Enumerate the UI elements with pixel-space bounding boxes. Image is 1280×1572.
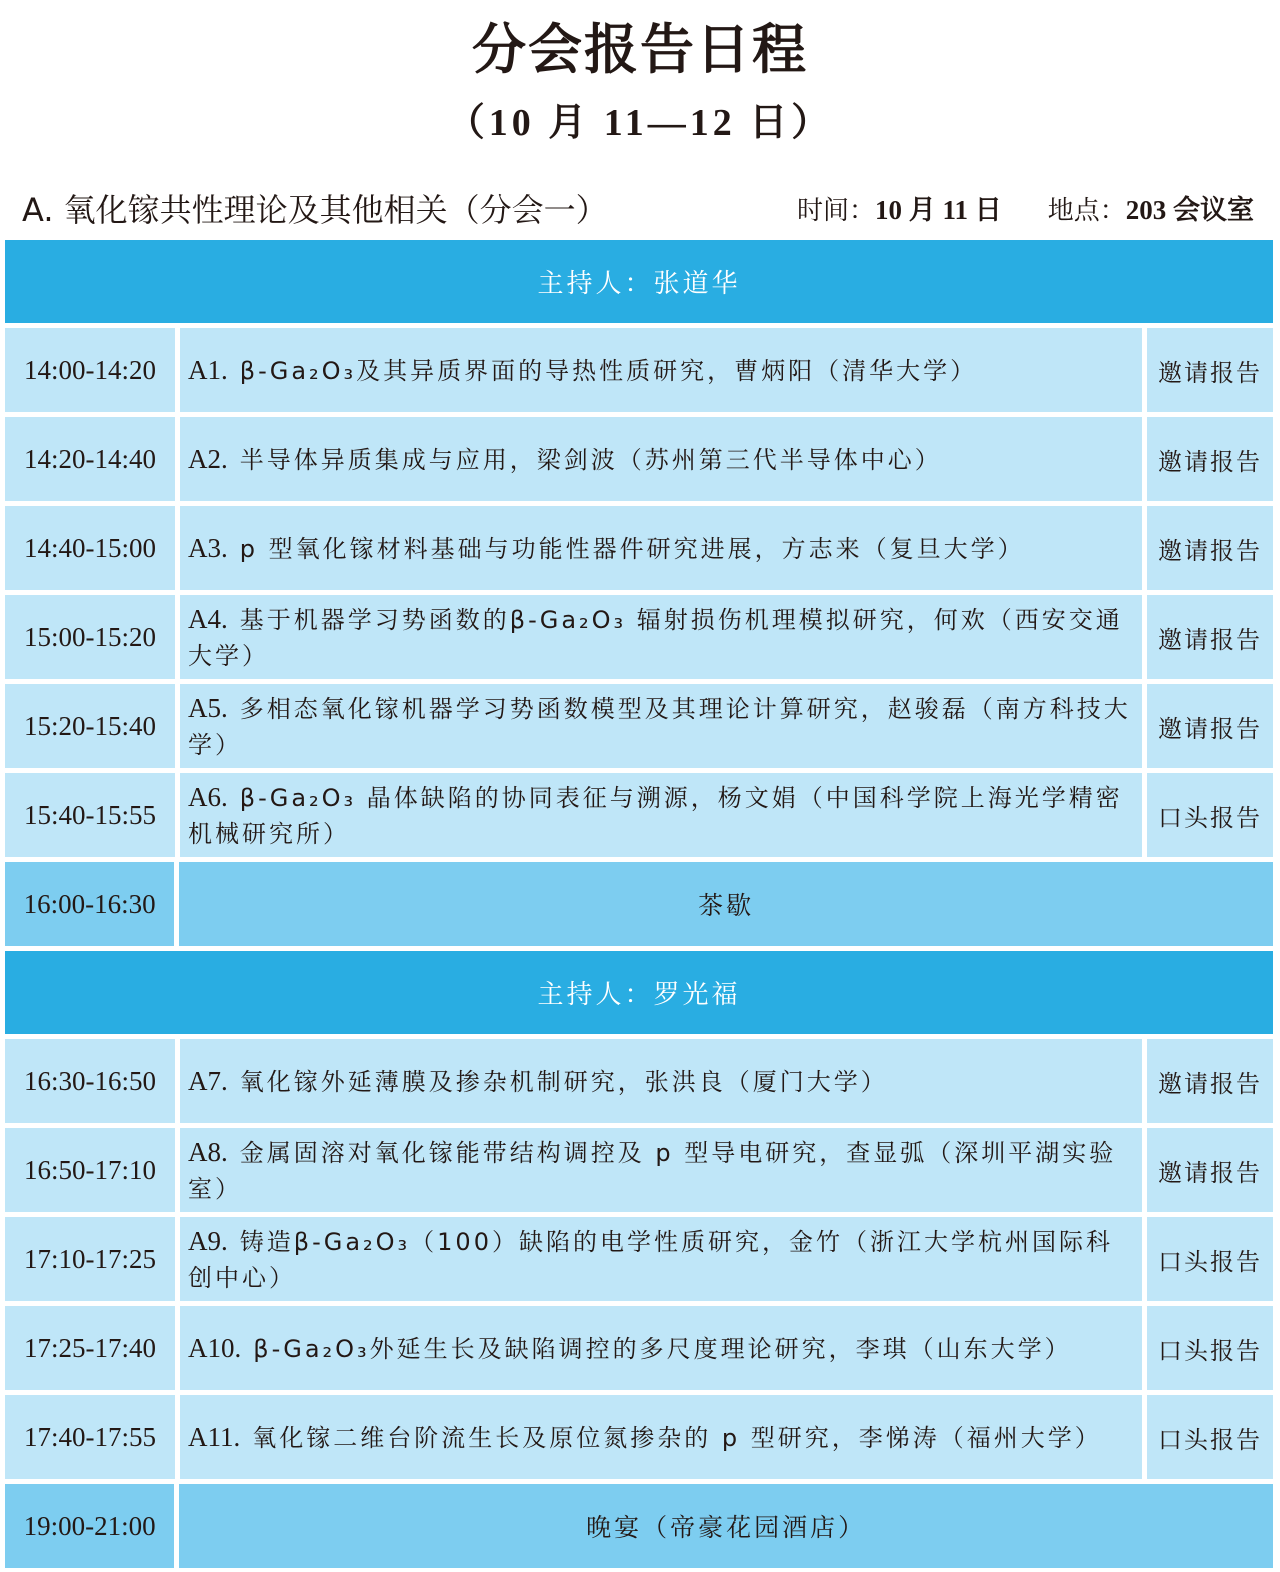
break-row <box>5 862 1273 951</box>
time-label: 时间： <box>796 196 875 226</box>
talk-code: A10. <box>188 1332 242 1363</box>
table-row <box>5 595 1273 684</box>
talk-title: β-Ga₂O₃外延生长及缺陷调控的多尺度理论研究，李琪（山东大学） <box>253 1334 1072 1363</box>
type-cell: 邀请报告 <box>1147 506 1273 590</box>
talk-title: 金属固溶对氧化镓能带结构调控及 p 型导电研究，查显弧（深圳平湖实验室） <box>188 1138 1117 1203</box>
time-cell: 14:00-14:20 <box>5 328 175 412</box>
talk-cell <box>180 773 1142 857</box>
talk-code: A8. <box>188 1136 228 1167</box>
talk-code: A6. <box>188 781 228 812</box>
break-label: 茶歇 <box>179 862 1273 946</box>
talk-code: A9. <box>188 1225 228 1256</box>
talk-cell <box>180 1306 1142 1390</box>
time-cell: 17:25-17:40 <box>5 1306 175 1390</box>
talk-cell <box>180 684 1142 768</box>
type-cell: 口头报告 <box>1147 773 1273 857</box>
talk-title: 半导体异质集成与应用，梁剑波（苏州第三代半导体中心） <box>239 445 942 474</box>
talk-code: A7. <box>188 1065 228 1096</box>
session-meta <box>797 182 1254 239</box>
table-row <box>5 506 1273 595</box>
talk-title: 氧化镓外延薄膜及掺杂机制研究，张洪良（厦门大学） <box>239 1067 888 1096</box>
place-value: 203 会议室 <box>1125 195 1254 225</box>
talk-cell <box>180 1039 1142 1123</box>
place-label: 地点： <box>1047 196 1126 226</box>
talk-title: β-Ga₂O₃及其异质界面的导热性质研究，曹炳阳（清华大学） <box>239 356 978 385</box>
time-cell: 15:00-15:20 <box>5 595 175 679</box>
talk-code: A5. <box>188 692 228 723</box>
table-row <box>5 328 1273 417</box>
session-header <box>22 182 1254 238</box>
time-cell: 16:00-16:30 <box>5 862 174 946</box>
talk-code: A3. <box>188 532 228 563</box>
talk-title: p 型氧化镓材料基础与功能性器件研究进展，方志来（复旦大学） <box>239 534 1025 563</box>
table-row <box>5 1128 1273 1217</box>
type-cell: 邀请报告 <box>1147 684 1273 768</box>
talk-cell <box>180 328 1142 412</box>
talk-cell <box>180 1217 1142 1301</box>
talk-code: A4. <box>188 603 228 634</box>
talk-code: A1. <box>188 354 228 385</box>
break-label: 晚宴（帝豪花园酒店） <box>179 1484 1273 1568</box>
time-value: 10 月 11 日 <box>874 195 1002 225</box>
talk-code: A2. <box>188 443 228 474</box>
table-row <box>5 773 1273 862</box>
schedule-table <box>5 240 1273 1568</box>
talk-title: β-Ga₂O₃ 晶体缺陷的协同表征与溯源，杨文娟（中国科学院上海光学精密机械研究所） <box>188 783 1123 848</box>
host-row: 主持人：张道华 <box>5 240 1273 328</box>
talk-cell <box>180 1128 1142 1212</box>
table-row <box>5 1395 1273 1484</box>
page-title: 分会报告日程 <box>472 18 808 81</box>
type-cell: 邀请报告 <box>1147 328 1273 412</box>
type-cell: 邀请报告 <box>1147 1039 1273 1123</box>
talk-cell <box>180 595 1142 679</box>
time-cell: 16:30-16:50 <box>5 1039 175 1123</box>
time-cell: 19:00-21:00 <box>5 1484 174 1568</box>
type-cell: 口头报告 <box>1147 1306 1273 1390</box>
table-row <box>5 417 1273 506</box>
talk-title: 铸造β-Ga₂O₃（100）缺陷的电学性质研究，金竹（浙江大学杭州国际科创中心） <box>188 1227 1113 1292</box>
table-row <box>5 684 1273 773</box>
talk-cell <box>180 506 1142 590</box>
time-cell: 14:20-14:40 <box>5 417 175 501</box>
type-cell: 邀请报告 <box>1147 1128 1273 1212</box>
talk-cell <box>180 1395 1142 1479</box>
table-row <box>5 1217 1273 1306</box>
type-cell: 口头报告 <box>1147 1217 1273 1301</box>
type-cell: 邀请报告 <box>1147 417 1273 501</box>
type-cell: 邀请报告 <box>1147 595 1273 679</box>
talk-title: 氧化镓二维台阶流生长及原位氮掺杂的 p 型研究，李悌涛（福州大学） <box>252 1423 1102 1452</box>
time-cell: 15:40-15:55 <box>5 773 175 857</box>
time-cell: 16:50-17:10 <box>5 1128 175 1212</box>
time-cell: 15:20-15:40 <box>5 684 175 768</box>
table-row <box>5 1306 1273 1395</box>
type-cell: 口头报告 <box>1147 1395 1273 1479</box>
table-row <box>5 1039 1273 1128</box>
talk-title: 基于机器学习势函数的β-Ga₂O₃ 辐射损伤机理模拟研究，何欢（西安交通大学） <box>188 605 1123 670</box>
time-cell: 17:40-17:55 <box>5 1395 175 1479</box>
break-row <box>5 1484 1273 1568</box>
talk-cell <box>180 417 1142 501</box>
host-row: 主持人：罗光福 <box>5 951 1273 1039</box>
talk-code: A11. <box>188 1421 241 1452</box>
time-cell: 17:10-17:25 <box>5 1217 175 1301</box>
page-subtitle: （10 月 11—12 日） <box>446 102 834 144</box>
talk-title: 多相态氧化镓机器学习势函数模型及其理论计算研究，赵骏磊（南方科技大学） <box>188 694 1131 759</box>
time-cell: 14:40-15:00 <box>5 506 175 590</box>
session-name: A. 氧化镓共性理论及其他相关（分会一） <box>22 191 608 229</box>
